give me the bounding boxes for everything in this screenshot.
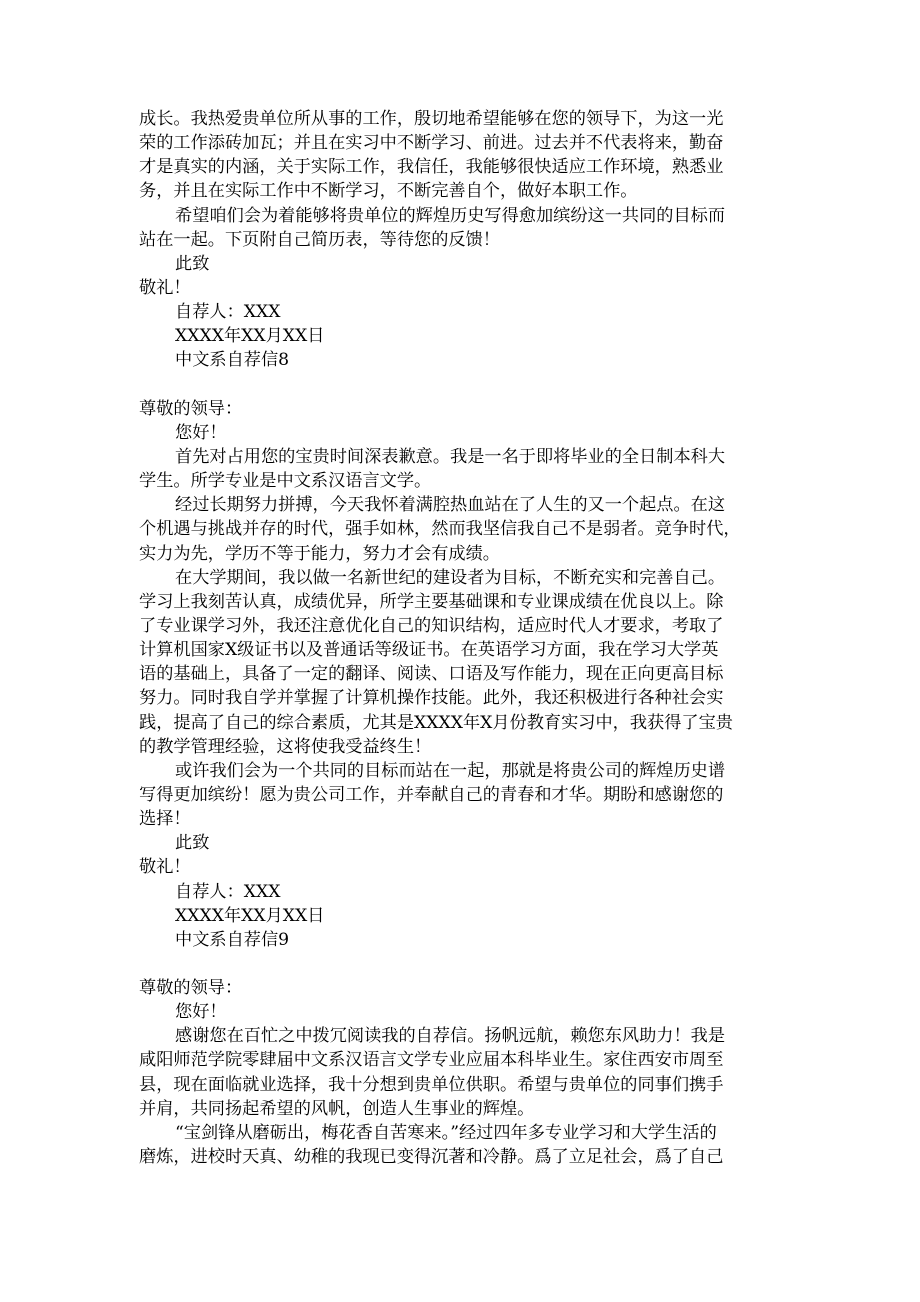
text-line: 学习上我刻苦认真，成绩优异，所学主要基础课和专业课成绩在优良以上。除	[139, 591, 724, 612]
text-line: XXXX年XX月XX日	[175, 326, 325, 347]
blank-line	[139, 373, 781, 397]
text-line: 敬礼！	[139, 857, 191, 878]
text-line: 或许我们会为一个共同的目标而站在一起，那就是将贵公司的辉煌历史谱	[175, 760, 726, 781]
text-line: 并肩，共同扬起希望的风帆，创造人生事业的辉煌。	[139, 1098, 535, 1119]
text-line: “宝剑锋从磨砺出，梅花香自苦寒来。”经过四年多专业学习和大学生活的	[175, 1122, 717, 1143]
text-line: 您好！	[175, 422, 227, 443]
text-line: 敬礼！	[139, 277, 191, 298]
text-line: 尊敬的领导：	[139, 978, 243, 999]
text-line: 选择！	[139, 809, 191, 830]
text-line: 荣的工作添砖加瓦；并且在实习中不断学习、前进。过去并不代表将来，勤奋	[139, 133, 724, 154]
text-line: 写得更加缤纷！愿为贵公司工作，并奉献自己的青春和才华。期盼和感谢您的	[139, 784, 724, 805]
text-line: 此致	[175, 833, 210, 854]
text-line: 践，提高了自己的综合素质，尤其是XXXX年X月份教育实习中，我获得了宝贵	[139, 712, 733, 733]
text-line: 感谢您在百忙之中拨冗阅读我的自荐信。扬帆远航，赖您东风助力！我是	[175, 1026, 726, 1047]
text-line: 尊敬的领导：	[139, 398, 243, 419]
text-line: 在大学期间，我以做一名新世纪的建设者为目标，不断充实和完善自己。	[175, 567, 726, 588]
text-line: 个机遇与挑战并存的时代，强手如林，然而我坚信我自己不是弱者。竞争时代，	[139, 519, 741, 540]
text-line: 了专业课学习外，我还注意优化自己的知识结构，适应时代人才要求，考取了	[139, 615, 724, 636]
text-line: 咸阳师范学院零肆届中文系汉语言文学专业应届本科毕业生。家住西安市周至	[139, 1050, 724, 1071]
text-line: 县，现在面临就业选择，我十分想到贵单位供职。希望与贵单位的同事们携手	[139, 1074, 724, 1095]
text-line: 站在一起。下页附自己简历表，等待您的反馈！	[139, 229, 500, 250]
text-line: 此致	[175, 253, 210, 274]
text-line: 磨炼，进校时天真、幼稚的我现已变得沉著和冷静。爲了立足社会，爲了自己	[139, 1147, 724, 1168]
text-line: 中文系自荐信9	[175, 929, 290, 950]
text-line: 学生。所学专业是中文系汉语言文学。	[139, 471, 432, 492]
text-line: 务，并且在实际工作中不断学习，不断完善自个，做好本职工作。	[139, 181, 638, 202]
text-line: 经过长期努力拼搏，今天我怀着满腔热血站在了人生的又一个起点。在这	[175, 495, 726, 516]
text-line: 的教学管理经验，这将使我受益终生！	[139, 736, 432, 757]
text-line: 才是真实的内涵，关于实际工作，我信任，我能够很快适应工作环境，熟悉业	[139, 157, 724, 178]
text-line: 您好！	[175, 1002, 227, 1023]
text-line: 中文系自荐信8	[175, 350, 290, 371]
text-line: 希望咱们会为着能够将贵单位的辉煌历史写得愈加缤纷这一共同的目标而	[175, 205, 726, 226]
text-line: XXXX年XX月XX日	[175, 905, 325, 926]
text-line: 语的基础上，具备了一定的翻译、阅读、口语及写作能力，现在正向更高目标	[139, 664, 724, 685]
text-line: 计算机国家X级证书以及普通话等级证书。在英语学习方面，我在学习大学英	[139, 640, 719, 661]
text-line: 实力为先，学历不等于能力，努力才会有成绩。	[139, 543, 500, 564]
text-line: 首先对占用您的宝贵时间深表歉意。我是一名于即将毕业的全日制本科大	[175, 446, 726, 467]
text-line: 自荐人：XXX	[175, 302, 281, 323]
text-line: 自荐人：XXX	[175, 881, 281, 902]
text-line: 成长。我热爱贵单位所从事的工作，殷切地希望能够在您的领导下，为这一光	[139, 109, 724, 129]
blank-line	[139, 952, 781, 976]
text-line: 努力。同时我自学并掌握了计算机操作技能。此外，我还积极进行各种社会实	[139, 688, 724, 709]
